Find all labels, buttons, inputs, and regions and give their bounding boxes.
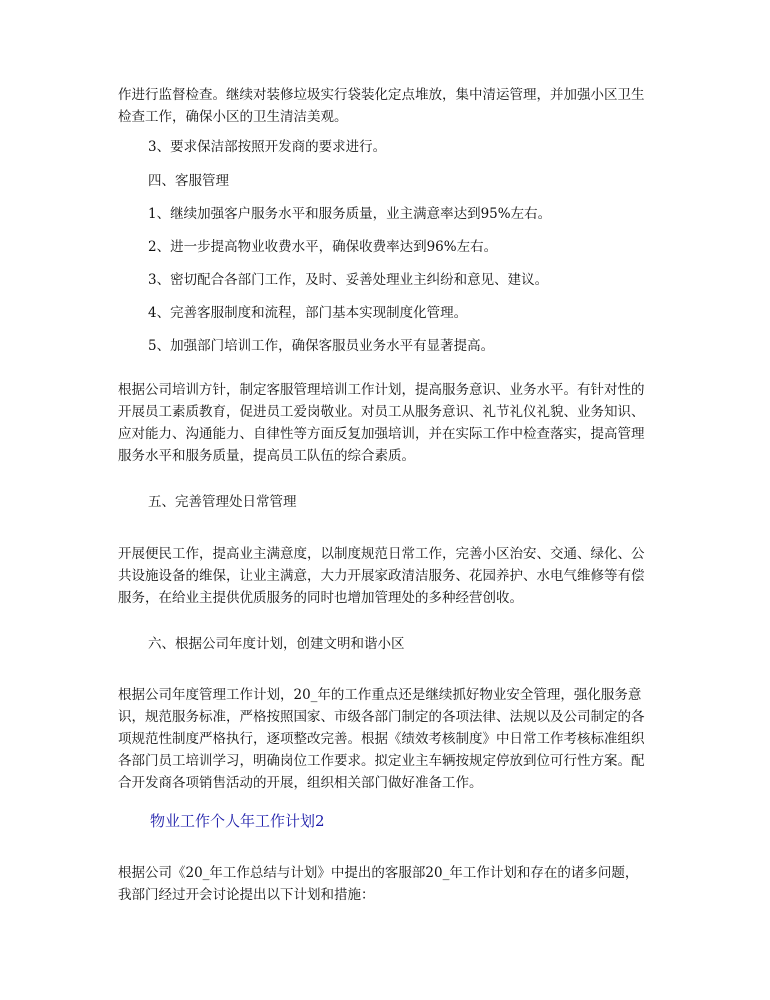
- item-service-system: 4、完善客服制度和流程，部门基本实现制度化管理。: [148, 305, 468, 321]
- section-heading-customer-service: 四、客服管理: [148, 173, 229, 189]
- paragraph-convenience-services: 开展便民工作，提高业主满意度，以制度规范日常工作，完善小区治安、交通、绿化、公共设施设备的维保，让业主满意，大力开展家政清洁服务、花园养护、水电气维修等有偿服务，在给业主提供优质服务的同时也增加管理处的多种经营创收。: [118, 546, 645, 606]
- paragraph-plan-intro: 根据公司《20_年工作总结与计划》中提出的客服部20_年工作计划和存在的诸多问题，我部门经过开会讨论提出以下计划和措施：: [118, 865, 639, 903]
- section-heading-daily-management: 五、完善管理处日常管理: [148, 494, 297, 510]
- paragraph-sanitation-supervision: 作进行监督检查。继续对装修垃圾实行袋装化定点堆放，集中清运管理，并加强小区卫生检查工作，确保小区的卫生清洁美观。: [118, 87, 645, 125]
- item-customer-satisfaction: 1、继续加强客户服务水平和服务质量，业主满意率达到95%左右。: [148, 206, 552, 222]
- item-department-training: 5、加强部门培训工作，确保客服员业务水平有显著提高。: [148, 338, 495, 354]
- section-heading-annual-plan: 六、根据公司年度计划，创建文明和谐小区: [148, 636, 405, 652]
- item-department-cooperation: 3、密切配合各部门工作，及时、妥善处理业主纠纷和意见、建议。: [148, 272, 549, 288]
- item-cleaning-requirement: 3、要求保洁部按照开发商的要求进行。: [148, 139, 387, 155]
- paragraph-training-policy: 根据公司培训方针，制定客服管理培训工作计划，提高服务意识、业务水平。有针对性的开展员工素质教育，促进员工爱岗敬业。对员工从服务意识、礼节礼仪礼貌、业务知识、应对能力、沟通能力、自律性等方面反复加强培训，并在实际工作中检查落实，提高管理服务水平和服务质量，提高员工队伍的综合素质。: [118, 382, 645, 464]
- document-heading-plan-2: 物业工作个人年工作计划2: [150, 812, 325, 830]
- item-fee-collection: 2、进一步提高物业收费水平，确保收费率达到96%左右。: [148, 239, 498, 255]
- paragraph-annual-management-plan: 根据公司年度管理工作计划，20_年的工作重点还是继续抓好物业安全管理，强化服务意识，规范服务标准，严格按照国家、市级各部门制定的各项法律、法规以及公司制定的各项规范性制度严格执行，逐项整改完善。根据《绩效考核制度》中日常工作考核标准组织各部门员工培训学习，明确岗位工作要求。拟定业主车辆按规定停放到位可行性方案。配合开发商各项销售活动的开展，组织相关部门做好准备工作。: [118, 687, 645, 791]
